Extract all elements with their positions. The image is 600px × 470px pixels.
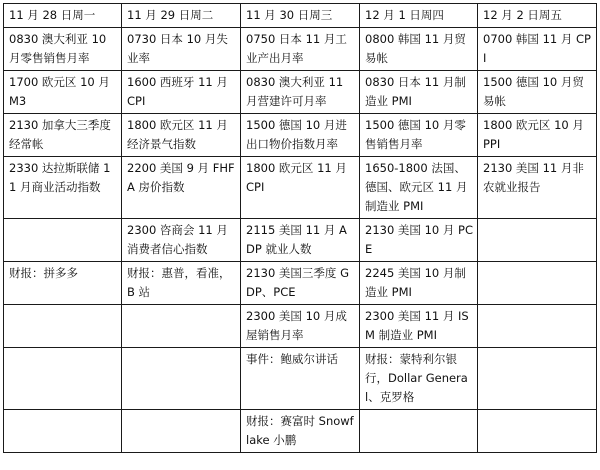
table-row: [4, 71, 597, 114]
event-cell: 0800 韩国 11 月贸易帐: [360, 28, 478, 71]
event-cell: [478, 305, 597, 348]
event-cell: [122, 348, 241, 410]
event-cell: 2130 加拿大三季度经常帐: [4, 114, 122, 157]
header-row: [4, 4, 597, 28]
table-row: [4, 219, 597, 262]
day-header-fri: 12 月 2 日周五: [478, 4, 597, 28]
table-row: [4, 157, 597, 219]
event-cell: 0730 日本 10 月失业率: [122, 28, 241, 71]
event-cell: [478, 410, 597, 453]
event-cell: [4, 219, 122, 262]
event-cell: 1700 欧元区 10 月 M3: [4, 71, 122, 114]
event-cell: 财报：赛富时 Snowflake 小鹏: [241, 410, 360, 453]
event-cell: [478, 348, 597, 410]
event-cell: 2130 美国 11 月非农就业报告: [478, 157, 597, 219]
event-cell: 2245 美国 10 月制造业 PMI: [360, 262, 478, 305]
event-cell: [478, 219, 597, 262]
table-row: [4, 262, 597, 305]
event-cell: 0830 澳大利亚 10 月零售销售月率: [4, 28, 122, 71]
event-cell: 2330 达拉斯联储 11 月商业活动指数: [4, 157, 122, 219]
day-header-mon: 11 月 28 日周一: [4, 4, 122, 28]
event-cell: 财报：蒙特利尔银行，Dollar General、克罗格: [360, 348, 478, 410]
event-cell: 1600 西班牙 11 月 CPI: [122, 71, 241, 114]
event-cell: [4, 348, 122, 410]
table-row: [4, 410, 597, 453]
event-cell: [478, 262, 597, 305]
event-cell: 财报：惠普，看准，B 站: [122, 262, 241, 305]
event-cell: 2300 美国 11 月 ISM 制造业 PMI: [360, 305, 478, 348]
event-cell: 1500 德国 10 月零售销售月率: [360, 114, 478, 157]
event-cell: 1800 欧元区 10 月 PPI: [478, 114, 597, 157]
event-cell: [122, 410, 241, 453]
event-cell: 1500 德国 10 月进出口物价指数月率: [241, 114, 360, 157]
event-cell: 0700 韩国 11 月 CPI: [478, 28, 597, 71]
table-row: [4, 305, 597, 348]
table-row: [4, 28, 597, 71]
economic-calendar-table: [3, 3, 597, 453]
event-cell: 1800 欧元区 11 月 CPI: [241, 157, 360, 219]
event-cell: 2130 美国 10 月 PCE: [360, 219, 478, 262]
event-cell: [122, 305, 241, 348]
event-cell: [4, 410, 122, 453]
event-cell: 财报：拼多多: [4, 262, 122, 305]
event-cell: [4, 305, 122, 348]
day-header-wed: 11 月 30 日周三: [241, 4, 360, 28]
event-cell: 2115 美国 11 月 ADP 就业人数: [241, 219, 360, 262]
table-row: [4, 114, 597, 157]
table-row: [4, 348, 597, 410]
event-cell: 1800 欧元区 11 月经济景气指数: [122, 114, 241, 157]
event-cell: 2300 咨商会 11 月消费者信心指数: [122, 219, 241, 262]
event-cell: 1500 德国 10 月贸易帐: [478, 71, 597, 114]
event-cell: [360, 410, 478, 453]
day-header-tue: 11 月 29 日周二: [122, 4, 241, 28]
event-cell: 2300 美国 10 月成屋销售月率: [241, 305, 360, 348]
event-cell: 2130 美国三季度 GDP、PCE: [241, 262, 360, 305]
event-cell: 0750 日本 11 月工业产出月率: [241, 28, 360, 71]
event-cell: 2200 美国 9 月 FHFA 房价指数: [122, 157, 241, 219]
day-header-thu: 12 月 1 日周四: [360, 4, 478, 28]
event-cell: 0830 日本 11 月制造业 PMI: [360, 71, 478, 114]
event-cell: 0830 澳大利亚 11 月营建许可月率: [241, 71, 360, 114]
event-cell: 1650-1800 法国、德国、欧元区 11 月制造业 PMI: [360, 157, 478, 219]
event-cell: 事件：鲍威尔讲话: [241, 348, 360, 410]
